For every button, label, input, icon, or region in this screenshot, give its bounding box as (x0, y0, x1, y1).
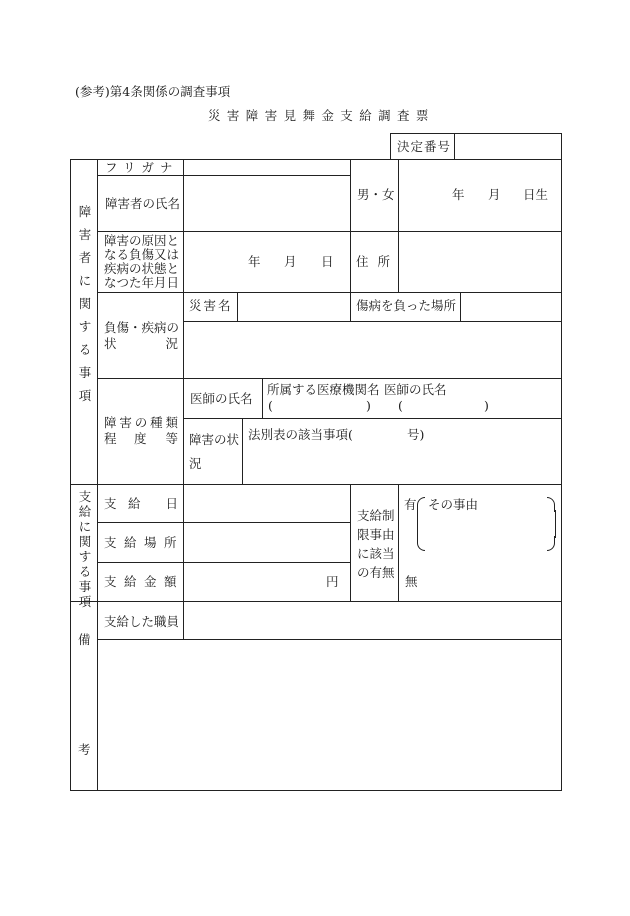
restrict-yes-option[interactable]: 有 (404, 497, 417, 512)
decision-number-label: 決定番号 (397, 139, 452, 154)
restrict-no-option[interactable]: 無 (405, 574, 418, 589)
payment-amount-label: 支給金額 (104, 574, 185, 589)
cause-label-line2: なる負傷又は (104, 247, 180, 262)
bracket-right-mid (555, 510, 556, 538)
birth-day-label: 日生 (523, 187, 549, 202)
birth-year-label: 年 (452, 187, 465, 202)
institution-label: 所属する医療機関名 (267, 382, 380, 397)
reference-note: (参考)第4条関係の調査事項 (75, 84, 231, 99)
birth-month-label: 月 (488, 187, 501, 202)
yen-label: 円 (326, 574, 339, 589)
remarks-label-top: 備 (78, 632, 91, 647)
restrict-label-line4: の有無 (357, 565, 395, 580)
form-title: 災害障害見舞金支給調査票 (208, 108, 435, 123)
status-label-line2: 況 (189, 456, 202, 471)
address-label: 住所 (356, 254, 400, 269)
cause-year-label: 年 (248, 254, 261, 269)
staff-label: 支給した職員 (104, 614, 180, 629)
doctor-paren-close: ) (484, 398, 489, 413)
bracket-right-bottom (547, 536, 555, 551)
status-label-line1: 障害の状 (189, 432, 240, 447)
law-table-prefix: 法別表の該当事項( (248, 427, 353, 442)
law-table-suffix: 号) (407, 427, 425, 442)
doctor-name-label: 医師の氏名 (190, 391, 253, 406)
disaster-name-label: 災害名 (189, 298, 233, 313)
bracket-left-bottom (417, 536, 425, 551)
injury-status-char-2: 況 (165, 336, 178, 351)
payment-date-char-1: 支 (104, 496, 117, 511)
section-label-payment: 支給に関する事項 (78, 489, 92, 609)
restrict-label-line1: 支給制 (357, 508, 395, 523)
payment-date-char-2: 給 (128, 496, 141, 511)
institution-paren-close: ) (366, 398, 371, 413)
restrict-label-line2: 限事由 (357, 527, 395, 542)
bracket-right-top (547, 497, 555, 512)
doctor-paren-open: ( (398, 398, 403, 413)
cause-label-line1: 障害の原因と (104, 233, 180, 248)
restrict-reason-label: その事由 (428, 497, 479, 512)
disability-char-2: 度 (134, 431, 147, 446)
injury-place-label: 傷病を負った場所 (356, 298, 457, 313)
payment-date-char-3: 日 (165, 496, 178, 511)
gender-options[interactable]: 男・女 (357, 187, 395, 202)
injury-status-char-1: 状 (104, 336, 117, 351)
cause-month-label: 月 (284, 254, 297, 269)
doctor-name2-label: 医師の氏名 (384, 382, 447, 397)
disability-label-line1: 障 害 の 種 類 (104, 415, 178, 430)
cause-label-line3: 疾病の状態と (104, 261, 180, 276)
injury-status-label-line2 (104, 336, 178, 352)
name-label: 障害者の氏名 (105, 196, 181, 211)
payment-place-label: 支給場所 (104, 535, 185, 550)
cause-day-label: 日 (321, 254, 334, 269)
bracket-left-mid (417, 510, 418, 538)
bracket-left-top (417, 497, 425, 512)
section-label-disabled-person: 障害者に関する事項 (78, 204, 92, 403)
disability-char-3: 等 (165, 431, 178, 446)
institution-paren-open: ( (268, 398, 273, 413)
furigana-label: フリガナ (105, 160, 179, 175)
disability-char-1: 程 (104, 431, 117, 446)
injury-status-label-line1: 負傷・疾病の (104, 320, 180, 335)
remarks-label-bottom: 考 (78, 742, 91, 757)
cause-label-line4: なつた年月日 (104, 275, 180, 290)
restrict-label-line3: に該当 (357, 546, 395, 561)
